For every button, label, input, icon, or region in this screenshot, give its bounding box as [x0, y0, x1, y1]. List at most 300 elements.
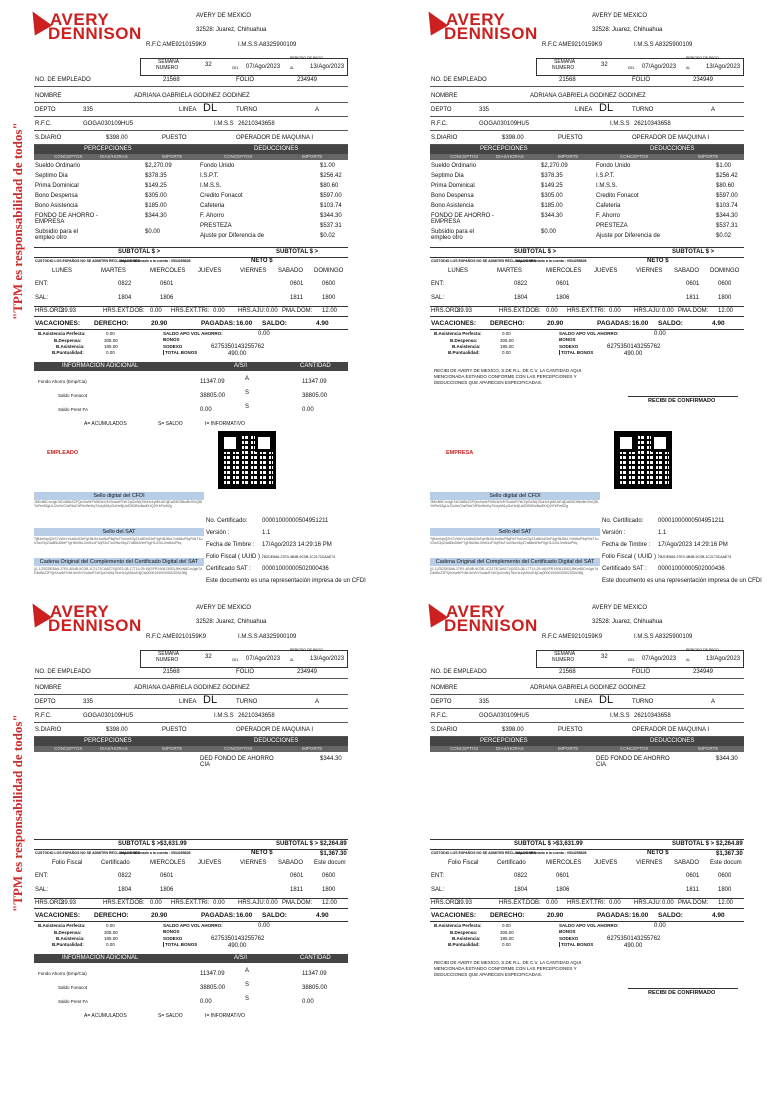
cert-sat-label: Certificado SAT :	[206, 566, 251, 572]
neto-line	[430, 849, 744, 850]
deducciones-title: DEDUCCIONES	[254, 738, 299, 744]
recibi-confirmado: RECIBI DE CONFIRMADO	[648, 990, 716, 996]
neto-label: NETO $	[647, 258, 669, 264]
sal-value: 1804	[118, 887, 132, 893]
info-cant: CANTIDAD	[300, 955, 331, 961]
col-dias-horas: DIAS/HORAS	[496, 154, 524, 159]
ent-value: 0822	[514, 873, 528, 879]
recibi-confirmado: RECIBI DE CONFIRMADO	[648, 398, 716, 404]
ent-value: 0601	[160, 873, 174, 879]
nombre-value: ADRIANA GABRIELA GODINEZ GODINEZ	[134, 93, 250, 99]
ent-value: 0600	[322, 873, 336, 879]
day-header: MARTES	[101, 268, 126, 274]
employee-row	[430, 684, 744, 695]
neto-value: $1,367.30	[320, 851, 347, 857]
importe-cuenta: Importe Abonado a la cuenta : 0534285828	[120, 259, 191, 263]
subtotal-p-label: SUBTOTAL $ >	[514, 841, 557, 847]
rfc-label: R.F.C.	[35, 121, 52, 127]
pma: 12.00	[718, 900, 734, 906]
deduccion-concepto: Credito Fonacot	[596, 193, 639, 199]
deduccion-concepto: Fondo Unido	[200, 163, 235, 169]
rfc-value: GOGA030109HU5	[83, 121, 134, 127]
total-bonos-label: TOTAL BONOS	[165, 350, 198, 355]
side-slogan	[0, 0, 26, 505]
del-value: 07/Ago/2023	[246, 64, 281, 70]
puesto-label: PUESTO	[162, 135, 187, 141]
company-imss: I.M.S.S A8325900109	[238, 634, 297, 640]
vac-pag: 16.00	[236, 320, 253, 327]
sdiario-value: $398.00	[502, 135, 524, 141]
subtotal-d-value: $2,264.89	[716, 841, 743, 847]
deduccion-importe: $0.02	[716, 233, 732, 239]
rfc-label: R.F.C.	[431, 713, 448, 719]
uuid: 7B2DE8A6-27E0-4B4B-9C0B-1C2173CAAE74	[658, 555, 732, 559]
logo-text-2: DENNISON	[444, 616, 538, 635]
sodexo-value: 6275350143255762	[211, 344, 265, 350]
del-label: DEL	[232, 658, 239, 662]
col-importe-ded: IMPORTE	[302, 154, 323, 159]
semana-label: SEMANA	[158, 59, 180, 65]
payslip	[0, 0, 350, 505]
deduccion-importe: $344.30	[320, 213, 342, 219]
aviso-text: CUSTODIO LOS ESPAÑOS NO SE ADMITEN RECLAMACIONES	[431, 851, 536, 855]
ent-value: 0822	[118, 281, 132, 287]
sal-label: SAL:	[35, 295, 49, 301]
hrs-aju: 0.00	[662, 900, 674, 906]
day-header: VIERNES	[240, 268, 267, 274]
total-bonos: 490.00	[624, 943, 643, 949]
total-bonos-label: TOTAL BONOS	[561, 350, 594, 355]
b-perfecta: 0.00	[106, 923, 115, 928]
b-despensa-label: B.Despensa:	[54, 930, 82, 935]
ent-label: ENT:	[431, 281, 445, 287]
deduccion-concepto: F. Ahorro	[596, 213, 621, 219]
day-header: Folio Fiscal	[52, 860, 83, 866]
info-v2: 38805.00	[302, 985, 328, 991]
info-title: INFORMACION ADICIONAL	[62, 955, 139, 961]
col-dias-horas: DIAS/HORAS	[100, 746, 128, 751]
deduccion-concepto: I.S.P.T.	[200, 173, 219, 179]
fondo-caja-importe: $344.30	[716, 756, 738, 762]
percepcion-importe: $185.00	[145, 203, 167, 209]
importe-cuenta: Importe Abonado a la cuenta : 0534285828	[516, 851, 587, 855]
deduccion-importe: $103.74	[320, 203, 342, 209]
b-perfecta-label: B.Asistencia Perfecta:	[434, 923, 482, 928]
hrs-aju-label: HRS.AJU:	[238, 308, 266, 314]
deduccion-concepto: Ajuste por Diferencia de	[596, 233, 661, 239]
info-label: Saldo Fonacot	[58, 985, 88, 990]
total-bonos-label: TOTAL BONOS	[561, 942, 594, 947]
sello-cfdi-header: Sello digital del CFDI	[430, 492, 600, 500]
col-conceptos: CONCEPTOS	[54, 746, 83, 751]
saldo-apo-label: SALDO APO VOL AHORRO:	[163, 923, 223, 928]
sal-value: 1804	[514, 887, 528, 893]
percepcion-importe: $2,270.09	[541, 163, 568, 169]
deduccion-importe: $597.00	[716, 193, 738, 199]
vac-line	[34, 329, 348, 330]
cert-sat: 00001000000502000436	[658, 566, 725, 572]
subtotal-d-label: SUBTOTAL $ >	[672, 249, 715, 255]
b-perfecta: 0.00	[502, 331, 511, 336]
importe-cuenta: Importe Abonado a la cuenta : 0534285828	[516, 259, 587, 263]
hrs-ext-tri-label: HRS.EXT.TRI:	[171, 308, 210, 314]
hrs-ord: 39.93	[61, 900, 77, 906]
semana-value: 32	[205, 62, 212, 68]
day-header: VIERNES	[240, 860, 267, 866]
hrs-ord: 39.93	[61, 308, 77, 314]
info-label: Saldo Fonacot	[58, 393, 88, 398]
representacion: Este documento es una representación impresa de un CFDI	[206, 578, 366, 584]
sdiario-label: S.DIARIO	[431, 135, 458, 141]
b-despensa-label: B.Despensa:	[450, 930, 478, 935]
vac-label: VACACIONES:	[431, 320, 477, 327]
hrs-ext-dob-label: HRS.EXT.DOB:	[499, 900, 541, 906]
sal-value: 1806	[556, 887, 570, 893]
col-conceptos-ded: CONCEPTOS	[620, 746, 649, 751]
hrs-ext-tri: 0.00	[609, 900, 621, 906]
hrs-ext-dob-label: HRS.EXT.DOB:	[103, 308, 145, 314]
col-importe: IMPORTE	[558, 746, 579, 751]
sello-sat-text: TjB4mNpQ2rS7vWxYz1aBcD3eFgH5iJkL6mNoP8qRsT9uVwX0yZ1aB2cD3eF4gH5iJ6kL7mN8oP9qR0sT1uV2wX3yZ4aB5cD6eF7gH8iJ9kL0mN1oP2qR3sT4uV5wX6yZ7aB8cD9eF0gH1iJ2kL3mN4oP5q	[34, 537, 203, 545]
vac-sal: 4.90	[316, 320, 329, 327]
deduccion-concepto: Cafeteria	[596, 203, 621, 209]
employee-row	[430, 92, 744, 103]
sdiario-value: $398.00	[106, 727, 128, 733]
del-label: DEL	[232, 66, 239, 70]
employee-row	[430, 694, 744, 709]
deduccion-importe: $537.31	[320, 223, 342, 229]
day-header: JUEVES	[198, 268, 222, 274]
linea-value: DL	[203, 694, 218, 706]
depto-value: 335	[479, 107, 490, 113]
percepcion-importe: $344.30	[541, 213, 563, 219]
col-importe-ded: IMPORTE	[698, 154, 719, 159]
periodo-label: PERIODO DE PAGO	[686, 56, 719, 60]
importe-cuenta: Importe Abonado a la cuenta : 0534285828	[120, 851, 191, 855]
ent-label: ENT:	[35, 281, 49, 287]
info-t: A	[245, 376, 250, 382]
day-header: MIERCOLES	[150, 860, 186, 866]
col-conceptos-ded: CONCEPTOS	[224, 154, 253, 159]
sello-cfdi-text: J8KvN8CmJgh7dD4kBcZ2PQmXw9rFh3tL5nVbY0uAeR7sK2pGxWqT6oHz1yMiUcE4jDaS9lOfNwBv3XrQ8tYkPm5ZgLhJ2uVeC0sRbA7dF6nWxKqT4oIyMi1pGzHc9jUaS3lOfNvBw8XrQ2tYkPm5Zg	[430, 500, 598, 508]
del-value: 07/Ago/2023	[246, 656, 281, 662]
pma: 12.00	[322, 900, 338, 906]
col-importe: IMPORTE	[162, 154, 183, 159]
percepcion-concepto: Bono Asistencia	[35, 203, 78, 209]
semana-label: SEMANA	[158, 651, 180, 657]
puesto-label: PUESTO	[558, 727, 583, 733]
percepcion-importe: $378.35	[541, 173, 563, 179]
subtotal-p-label: SUBTOTAL $ >	[118, 249, 161, 255]
sdiario-label: S.DIARIO	[35, 727, 62, 733]
nombre-label: NOMBRE	[431, 685, 458, 691]
col-conceptos: CONCEPTOS	[450, 154, 479, 159]
company-rfc: R.F.C AME9210159K9	[542, 42, 603, 48]
col-conceptos: CONCEPTOS	[450, 746, 479, 751]
numero-label: NUMERO	[552, 65, 575, 71]
company-name: AVERY DE MEXICO	[592, 13, 648, 19]
num-label: NO. DE EMPLEADO	[35, 669, 91, 675]
depto-label: DEPTO	[35, 699, 56, 705]
num-value: 21568	[559, 77, 576, 83]
day-header: JUEVES	[198, 860, 222, 866]
neto-label: NETO $	[251, 258, 273, 264]
deduccion-concepto: Credito Fonacot	[200, 193, 243, 199]
deduccion-concepto: Fondo Unido	[596, 163, 631, 169]
hrs-aju-label: HRS.AJU:	[634, 900, 662, 906]
pma-label: PMA.DOM:	[678, 900, 709, 906]
sal-value: 1811	[686, 887, 699, 893]
semana-value: 32	[601, 654, 608, 660]
day-header: LUNES	[448, 268, 469, 274]
linea-value: DL	[599, 694, 614, 706]
percepcion-importe: $149.25	[145, 183, 167, 189]
num-value: 21568	[559, 669, 576, 675]
day-header: VIERNES	[636, 268, 663, 274]
info-v2: 11347.09	[302, 379, 327, 385]
logo-text-1: AVERY	[446, 602, 506, 621]
sello-cfdi-header: Sello digital del CFDI	[34, 492, 204, 500]
pma-label: PMA.DOM:	[678, 308, 709, 314]
nombre-value: ADRIANA GABRIELA GODINEZ GODINEZ	[530, 93, 646, 99]
day-header: Folio Fiscal	[448, 860, 479, 866]
hrs-aju-label: HRS.AJU:	[634, 308, 662, 314]
ent-value: 0601	[686, 281, 700, 287]
sodexo-label: SODEXO	[163, 936, 183, 941]
day-header: JUEVES	[594, 860, 618, 866]
subtotal-d-label: SUBTOTAL $ >	[276, 249, 319, 255]
percepcion-concepto: FONDO DE AHORRO - EMPRESA	[35, 213, 99, 225]
deducciones-title: DEDUCCIONES	[650, 146, 695, 152]
employee-row	[34, 120, 348, 131]
subtotal-line	[430, 247, 744, 248]
neto-label: NETO $	[251, 850, 273, 856]
subtotal-line	[34, 247, 348, 248]
sodexo-label: SODEXO	[559, 936, 579, 941]
ent-value: 0600	[718, 873, 732, 879]
sodexo-label: SODEXO	[559, 344, 579, 349]
info-t: S	[245, 996, 250, 1002]
pma-label: PMA.DOM:	[282, 900, 313, 906]
percepcion-concepto: Sueldo Ordinario	[35, 163, 81, 169]
employee-row	[34, 694, 348, 709]
total-bonos: 490.00	[624, 351, 643, 357]
representacion: Este documento es una representación impresa de un CFDI	[602, 578, 762, 584]
hrs-ext-tri-label: HRS.EXT.TRI:	[171, 900, 210, 906]
folio-label: FOLIO	[236, 77, 255, 83]
imss-label: I.M.S.S	[214, 121, 234, 127]
percepcion-concepto: Bono Asistencia	[431, 203, 474, 209]
b-puntualidad-label: B.Puntualidad:	[448, 942, 480, 947]
hrs-ord: 39.93	[457, 308, 473, 314]
percepcion-concepto: Subsidio para el empleo otro	[35, 229, 79, 241]
employee-row	[430, 120, 744, 131]
cert: 00001000000504951211	[262, 518, 329, 524]
ent-value: 0822	[514, 281, 528, 287]
deduccion-importe: $80.60	[320, 183, 339, 189]
hrs-ext-tri: 0.00	[213, 308, 225, 314]
company-imss: I.M.S.S A8325900109	[238, 42, 297, 48]
hrs-ord-label: HRS.ORD:	[431, 308, 461, 314]
cadena-header: Cadena Original del Complemento del Certificado Digital del SAT	[430, 558, 600, 566]
b-asistencia: 185.00	[500, 344, 514, 349]
neto-line	[34, 257, 348, 258]
b-puntualidad-label: B.Puntualidad:	[52, 350, 84, 355]
percepcion-concepto: FONDO DE AHORRO - EMPRESA	[431, 213, 495, 225]
b-puntualidad: 0.00	[502, 942, 511, 947]
sello-sat-text: TjB4mNpQ2rS7vWxYz1aBcD3eFgH5iJkL6mNoP8qRsT9uVwX0yZ1aB2cD3eF4gH5iJ6kL7mN8oP9qR0sT1uV2wX3yZ4aB5cD6eF7gH8iJ9kL0mN1oP2qR3sT4uV5wX6yZ7aB8cD9eF0gH1iJ2kL3mN4oP5q	[430, 537, 599, 545]
deduccion-importe: $537.31	[716, 223, 738, 229]
timbre-label: Fecha de Timbre :	[602, 542, 651, 548]
saldo-apo-label: SALDO APO VOL AHORRO:	[559, 331, 619, 336]
cfdi-block	[0, 500, 366, 592]
deduccion-concepto: PRESTEZA	[596, 223, 628, 229]
side-slogan	[0, 592, 26, 1097]
vac-label: VACACIONES:	[35, 320, 81, 327]
legend-a: A= ACUMULADOS	[84, 421, 127, 427]
imss-value: 26210343658	[238, 121, 275, 127]
sal-value: 1800	[718, 887, 732, 893]
turno-value: A	[711, 107, 716, 113]
deduccion-concepto: I.M.S.S.	[200, 183, 222, 189]
timbre: 17/Ago/2023 14:29:16 PM	[658, 542, 728, 548]
day-header: DOMINGO	[314, 268, 344, 274]
rfc-label: R.F.C.	[431, 121, 448, 127]
info-v1: 0.00	[200, 999, 212, 1005]
col-importe-ded: IMPORTE	[302, 746, 323, 751]
sal-value: 1800	[322, 295, 336, 301]
ent-value: 0601	[556, 873, 570, 879]
firma-line	[628, 988, 738, 989]
cert-sat-label: Certificado SAT :	[602, 566, 647, 572]
sello-sat-header: Sello del SAT	[34, 528, 204, 536]
imss-label: I.M.S.S	[610, 121, 630, 127]
b-puntualidad: 0.00	[106, 942, 115, 947]
company-name: AVERY DE MEXICO	[196, 605, 252, 611]
info-t: S	[245, 390, 250, 396]
linea-label: LINEA	[179, 699, 197, 705]
rfc-value: GOGA030109HU5	[83, 713, 134, 719]
cadena-text: ||1.1|7B2DE8A6-27E0-4B4B-9C0B-1C2173CAAE74|2023-08-17T14:29:16|SPR190613I52|J8KvN8CmJgh7dD4kBcZ2PQmXw9rFh3tL5nVbY0uAeR7sK2pGxWqT6oHz1yMiUcE4jDa|00001000000502000436||	[430, 567, 599, 575]
depto-label: DEPTO	[431, 107, 452, 113]
turno-label: TURNO	[632, 107, 654, 113]
subtotal-d-value: $2,264.89	[320, 841, 347, 847]
aviso-text: CUSTODIO LOS ESPAÑOS NO SE ADMITEN RECLAMACIONES	[35, 851, 140, 855]
cadena-text: ||1.1|7B2DE8A6-27E0-4B4B-9C0B-1C2173CAAE74|2023-08-17T14:29:16|SPR190613I52|J8KvN8CmJgh7dD4kBcZ2PQmXw9rFh3tL5nVbY0uAeR7sK2pGxWqT6oHz1yMiUcE4jDa|00001000000502000436||	[34, 567, 203, 575]
sal-value: 1804	[118, 295, 132, 301]
b-despensa-label: B.Despensa:	[54, 338, 82, 343]
percepcion-concepto: Prima Dominical	[431, 183, 475, 189]
vac-sal: 4.90	[712, 320, 725, 327]
aviso-text: CUSTODIO LOS ESPAÑOS NO SE ADMITEN RECLAMACIONES	[431, 259, 536, 263]
recibi-text: RECIBI DE AVERY DE MEXICO, S.DE R.L. DE C.V. LA CANTIDAD AQUI MENCIONADA ESTANDO CONFORME CON LAS PERCEPCIONES Y DEDUCCIONES QUE APARECEN ESPECIFICADAS.	[434, 368, 582, 385]
nombre-value: ADRIANA GABRIELA GODINEZ GODINEZ	[134, 685, 250, 691]
hrs-aju: 0.00	[662, 308, 674, 314]
legend-s: S= SALDO	[158, 421, 183, 427]
percepcion-importe: $0.00	[145, 229, 161, 235]
employee-row	[34, 92, 348, 103]
vac-der-label: DERECHO:	[490, 320, 525, 327]
al-value: 13/Ago/2023	[310, 656, 345, 662]
sal-value: 1800	[322, 887, 336, 893]
legend-i: I= INFORMATIVO	[205, 421, 246, 427]
numero-label: NUMERO	[552, 657, 575, 663]
b-perfecta: 0.00	[502, 923, 511, 928]
info-label: Fondo Ahorro (Emp/Cia)	[38, 379, 87, 384]
percepciones-title: PERCEPCIONES	[84, 146, 132, 152]
day-header: Este docum	[710, 860, 742, 866]
turno-label: TURNO	[236, 107, 258, 113]
sal-value: 1806	[160, 295, 174, 301]
info-cant: CANTIDAD	[300, 363, 331, 369]
subtotal-d-label: SUBTOTAL $ >	[276, 841, 319, 847]
percepcion-concepto: Bono Despensa	[431, 193, 474, 199]
info-label: Saldo Prest FA	[58, 999, 89, 1004]
b-asistencia: 185.00	[104, 344, 118, 349]
puesto-value: OPERADOR DE MAQUINA I	[236, 727, 314, 733]
vac-pag-label: PAGADAS:	[597, 912, 632, 919]
sal-value: 1806	[556, 295, 570, 301]
company-imss: I.M.S.S A8325900109	[634, 42, 693, 48]
deduccion-concepto: Cafeteria	[200, 203, 225, 209]
legend-i: I= INFORMATIVO	[205, 1013, 246, 1019]
deducciones-title: DEDUCCIONES	[650, 738, 695, 744]
fondo-caja-concepto: DED FONDO DE AHORRO CIA	[200, 756, 274, 768]
neto-line	[430, 257, 744, 258]
col-importe: IMPORTE	[162, 746, 183, 751]
employee-row	[34, 712, 348, 723]
sdiario-value: $398.00	[106, 135, 128, 141]
cfdi-block	[396, 500, 762, 592]
vac-label: VACACIONES:	[35, 912, 81, 919]
al-label: AL	[686, 658, 691, 662]
column-header-band	[34, 746, 348, 752]
numero-label: NUMERO	[156, 657, 179, 663]
sal-value: 1804	[514, 295, 528, 301]
semana-label: SEMANA	[554, 651, 576, 657]
hrs-ord-label: HRS.ORD:	[35, 900, 65, 906]
side-slogan-text: "TPM es responsabilidad de todos"	[10, 122, 25, 320]
total-bonos: 490.00	[228, 351, 247, 357]
folio-value: 234949	[297, 77, 318, 83]
employee-row	[430, 668, 744, 679]
hrs-ord-label: HRS.ORD:	[431, 900, 461, 906]
pma: 12.00	[322, 308, 338, 314]
bonos-label: BONOS	[559, 337, 576, 342]
del-label: DEL	[628, 658, 635, 662]
hrs-ext-dob-label: HRS.EXT.DOB:	[499, 308, 541, 314]
al-label: AL	[290, 66, 295, 70]
deduccion-importe: $1.00	[320, 163, 336, 169]
b-despensa: 305.00	[500, 338, 514, 343]
hrs-aju: 0.00	[266, 900, 278, 906]
cert-label: No. Certificado:	[206, 518, 248, 524]
b-puntualidad-label: B.Puntualidad:	[52, 942, 84, 947]
logo-text-1: AVERY	[50, 10, 110, 29]
deduccion-importe: $80.60	[716, 183, 735, 189]
folio-value: 234949	[693, 77, 714, 83]
info-v2: 11347.09	[302, 971, 327, 977]
puesto-value: OPERADOR DE MAQUINA I	[236, 135, 314, 141]
employee-row	[430, 712, 744, 723]
b-asistencia-label: B.Asistencia:	[56, 936, 85, 941]
ent-value: 0601	[290, 873, 304, 879]
sdiario-label: S.DIARIO	[35, 135, 62, 141]
payslip	[396, 592, 746, 1097]
day-header: SABADO	[674, 268, 700, 274]
employee-row	[34, 684, 348, 695]
percepcion-concepto: Sueldo Ordinario	[431, 163, 477, 169]
